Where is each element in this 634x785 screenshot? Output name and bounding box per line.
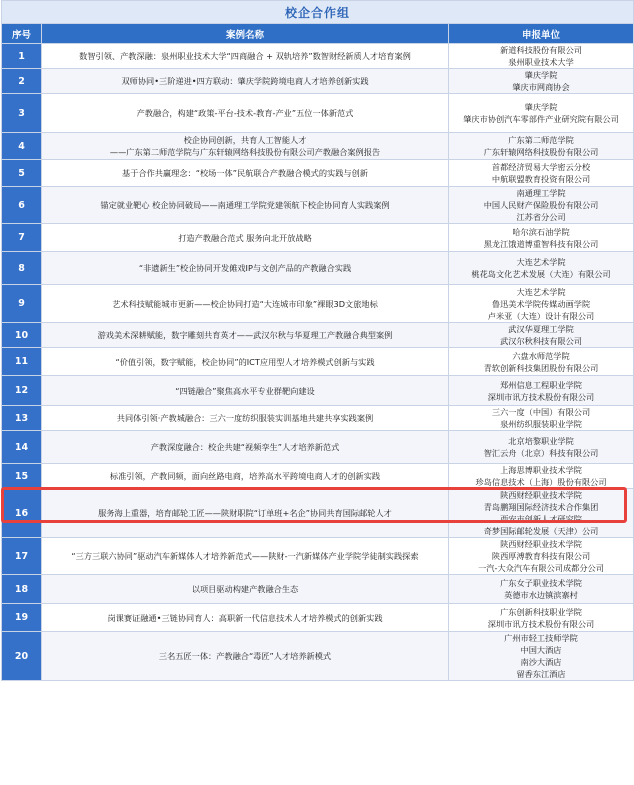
applicant-unit: 广东轩辕网络科技股份有限公司: [483, 147, 599, 157]
table-row: [2, 44, 634, 69]
table-row: [2, 224, 634, 252]
applicant-unit: 广东创新科技职业学院: [500, 606, 582, 617]
case-name-line: “非遗新生”校企协同开发傩戏IP与文创产品的产教融合实践: [138, 263, 352, 273]
applicant-unit-cell: [449, 323, 634, 348]
row-number: 2: [2, 69, 42, 94]
case-name-cell: [42, 348, 449, 376]
applicant-unit-cell: [449, 376, 634, 406]
case-name-cell: [42, 489, 449, 538]
applicant-unit-cell: [449, 406, 634, 431]
case-name-cell: [42, 285, 449, 323]
case-name-cell: [42, 133, 449, 160]
applicant-unit: 中航联盟教育投资有限公司: [491, 174, 591, 184]
table-row: [2, 489, 634, 538]
row-number: 19: [2, 604, 42, 632]
row-number: 8: [2, 252, 42, 285]
row-number: 11: [2, 348, 42, 376]
applicant-unit: 泉州职业技术大学: [508, 57, 574, 67]
case-name-line: 校企协同创新，共育人工智能人才: [183, 135, 307, 145]
applicant-unit: 珍岛信息技术（上海）股份有限公司: [475, 477, 607, 487]
table-row: [2, 376, 634, 406]
cooperation-cases-table: [1, 0, 634, 681]
case-name-cell: [42, 376, 449, 406]
header-unit: 申报单位: [449, 24, 634, 44]
applicant-unit: 肇庆学院: [524, 102, 558, 112]
table-row: [2, 285, 634, 323]
case-name-line: 产教深度融合：校企共建“视频孪生”人才培养新范式: [150, 442, 340, 452]
table-row: [2, 94, 634, 133]
applicant-unit: 青岛鹏翔国际经济技术合作集团: [483, 502, 599, 512]
case-name-line: “三方三联六协同”驱动汽车新媒体人才培养新范式——陕财-一汽新媒体产业学院学徒制实践探索: [71, 551, 419, 561]
table-row: [2, 323, 634, 348]
row-number: 20: [2, 632, 42, 681]
applicant-unit-cell: [449, 252, 634, 285]
applicant-unit: 奇梦国际邮轮发展（天津）公司: [483, 526, 599, 536]
applicant-unit: 新道科技股份有限公司: [500, 45, 582, 55]
case-name-line: 锚定就业靶心 校企协同破局——南通理工学院党建领航下校企协同育人实践案例: [100, 200, 390, 210]
applicant-unit: 鲁迅美术学院传媒动画学院: [491, 298, 591, 309]
applicant-unit: 肇庆市协创汽车零部件产业研究院有限公司: [463, 114, 619, 124]
applicant-unit: 六盘水师范学院: [512, 350, 570, 361]
applicant-unit-cell: [449, 94, 634, 133]
case-name-cell: [42, 69, 449, 94]
row-number: 10: [2, 323, 42, 348]
header-case: 案例名称: [42, 24, 449, 44]
table-row: [2, 69, 634, 94]
applicant-unit: 南通理工学院: [516, 188, 566, 198]
case-name-line: 艺术科技赋能城市更新——校企协同打造“大连城市印象”裸眼3D文旅地标: [112, 298, 378, 309]
applicant-unit: 深圳市讯方技术股份有限公司: [487, 618, 595, 629]
row-number: 18: [2, 575, 42, 604]
row-number: 7: [2, 224, 42, 252]
case-name-cell: [42, 604, 449, 632]
applicant-unit-cell: [449, 489, 634, 538]
applicant-unit: 南沙大酒店: [520, 657, 562, 667]
applicant-unit: 卢米亚（大连）设计有限公司: [487, 310, 595, 321]
table-row: [2, 160, 634, 187]
applicant-unit-cell: [449, 604, 634, 632]
case-name-line: 岗课赛证融通•三链协同育人：高职新一代信息技术人才培养模式的创新实践: [107, 612, 383, 623]
case-name-line: 标准引领，产教同频，面向丝路电商，培养高水平跨境电商人才的创新实践: [109, 471, 381, 481]
case-name-cell: [42, 187, 449, 224]
case-name-cell: [42, 224, 449, 252]
case-name-line: 基于合作共赢理念：“校场一体”民航联合产教融合模式的实践与创新: [122, 168, 368, 178]
applicant-unit: 武汉华夏理工学院: [508, 324, 574, 334]
awards-table-sheet: [1, 0, 633, 681]
row-number: 14: [2, 431, 42, 464]
row-number: 17: [2, 538, 42, 575]
case-name-cell: [42, 94, 449, 133]
applicant-unit: 陕西财经职业技术学院: [500, 490, 582, 500]
case-name-line: 以项目驱动构建产教融合生态: [191, 584, 299, 594]
applicant-unit: 陕西厚溥教育科技有限公司: [491, 551, 591, 561]
applicant-unit: 肇庆学院: [524, 70, 558, 80]
case-name-cell: [42, 406, 449, 431]
case-name-cell: [42, 323, 449, 348]
case-name-cell: [42, 44, 449, 69]
applicant-unit-cell: [449, 348, 634, 376]
applicant-unit: 上海思博职业技术学院: [500, 465, 582, 475]
case-name-cell: [42, 431, 449, 464]
case-name-line: 服务海上重器，培育邮轮工匠——陕财职院“订单班+名企”协同共育国际邮轮人才: [98, 508, 392, 518]
applicant-unit: 大连艺术学院: [516, 286, 566, 297]
row-number: 9: [2, 285, 42, 323]
applicant-unit: 西安市创新人才研究院: [500, 514, 582, 524]
applicant-unit: 郑州信息工程职业学院: [500, 379, 582, 390]
case-name-cell: [42, 538, 449, 575]
case-name-cell: [42, 160, 449, 187]
applicant-unit: 英德市水边镇滨寨村: [504, 590, 578, 600]
row-number: 6: [2, 187, 42, 224]
applicant-unit: 陕西财经职业技术学院: [500, 539, 582, 549]
row-number: 5: [2, 160, 42, 187]
applicant-unit: 广东女子职业技术学院: [500, 578, 582, 588]
applicant-unit: 一汽-大众汽车有限公司成都分公司: [478, 563, 604, 573]
table-row: [2, 252, 634, 285]
row-number: 12: [2, 376, 42, 406]
case-name-line: ——广东第二师范学院与广东轩辕网络科技股份有限公司产教融合案例报告: [109, 147, 381, 157]
case-name-line: 打造产教融合范式 服务向北开放战略: [178, 232, 312, 243]
case-name-line: 共同体引领·产教城融合：三六一度纺织服装实训基地共建共享实践案例: [116, 413, 374, 423]
applicant-unit-cell: [449, 133, 634, 160]
table-title: 校企合作组: [2, 1, 634, 24]
applicant-unit: 三六一度（中国）有限公司: [491, 407, 591, 417]
case-name-line: “价值引领，数字赋能，校企协同”的ICT应用型人才培养模式创新与实践: [115, 356, 375, 367]
case-name-line: 双师协同•三阶递进•四方联动：肇庆学院跨境电商人才培养创新实践: [121, 76, 369, 86]
table-row: [2, 604, 634, 632]
applicant-unit-cell: [449, 285, 634, 323]
row-number: 1: [2, 44, 42, 69]
case-name-cell: [42, 252, 449, 285]
applicant-unit: 智汇云舟（北京）科技有限公司: [483, 448, 599, 458]
applicant-unit-cell: [449, 431, 634, 464]
case-name-cell: [42, 632, 449, 681]
row-number: 15: [2, 464, 42, 489]
applicant-unit-cell: [449, 44, 634, 69]
table-row: [2, 431, 634, 464]
row-number: 13: [2, 406, 42, 431]
row-number: 4: [2, 133, 42, 160]
case-name-line: 数智引领、产教深融：泉州职业技术大学“四商融合 + 双轨培养”数智财经新质人才培育案例: [79, 51, 411, 61]
applicant-unit: 泉州纺织服装职业学院: [500, 419, 582, 429]
table-row: [2, 133, 634, 160]
applicant-unit: 黑龙江饿道博重智科技有限公司: [483, 238, 599, 249]
table-body: [2, 44, 634, 681]
applicant-unit: 北京培黎职业学院: [508, 436, 574, 446]
table-row: [2, 575, 634, 604]
applicant-unit-cell: [449, 538, 634, 575]
case-name-cell: [42, 575, 449, 604]
table-row: [2, 538, 634, 575]
applicant-unit: 哈尔滨石油学院: [512, 226, 570, 237]
table-row: [2, 632, 634, 681]
applicant-unit-cell: [449, 575, 634, 604]
applicant-unit-cell: [449, 464, 634, 489]
applicant-unit: 留香东江酒店: [516, 669, 566, 679]
row-number: 16: [2, 489, 42, 538]
case-name-line: 产教融合，构建“政策-平台-技术-教育-产业”五位一体新范式: [136, 108, 354, 118]
applicant-unit: 江苏省分公司: [516, 212, 566, 222]
applicant-unit-cell: [449, 69, 634, 94]
applicant-unit-cell: [449, 632, 634, 681]
applicant-unit: 广州市轻工技师学院: [504, 633, 578, 643]
applicant-unit: 中国人民财产保险股份有限公司: [483, 200, 599, 210]
applicant-unit-cell: [449, 224, 634, 252]
applicant-unit: 广东第二师范学院: [508, 135, 574, 145]
case-name-cell: [42, 464, 449, 489]
applicant-unit: 肇庆市网商协会: [512, 82, 570, 92]
applicant-unit: 青软创新科技集团股份有限公司: [483, 362, 599, 373]
case-name-line: “四链融合”聚焦高水平专业群靶向建设: [175, 385, 315, 396]
applicant-unit-cell: [449, 160, 634, 187]
table-row: [2, 406, 634, 431]
table-row: [2, 348, 634, 376]
applicant-unit: 深圳市讯方技术股份有限公司: [487, 391, 595, 402]
applicant-unit: 大连艺术学院: [516, 257, 566, 267]
applicant-unit: 首都经济贸易大学密云分校: [491, 162, 591, 172]
header-seq: 序号: [2, 24, 42, 44]
applicant-unit-cell: [449, 187, 634, 224]
applicant-unit: 武汉尔秋科技有限公司: [500, 336, 582, 346]
row-number: 3: [2, 94, 42, 133]
case-name-line: 游戏美术深耕赋能，数字雕刻共育英才——武汉尔秋与华夏理工产教融合典型案例: [97, 330, 393, 340]
applicant-unit: 桃花岛文化艺术发展（大连）有限公司: [471, 269, 611, 279]
applicant-unit: 中国大酒店: [520, 645, 562, 655]
table-row: [2, 464, 634, 489]
table-row: [2, 187, 634, 224]
case-name-line: 三名五匠一体：产教融合“毒匠”人才培养新模式: [158, 651, 332, 661]
